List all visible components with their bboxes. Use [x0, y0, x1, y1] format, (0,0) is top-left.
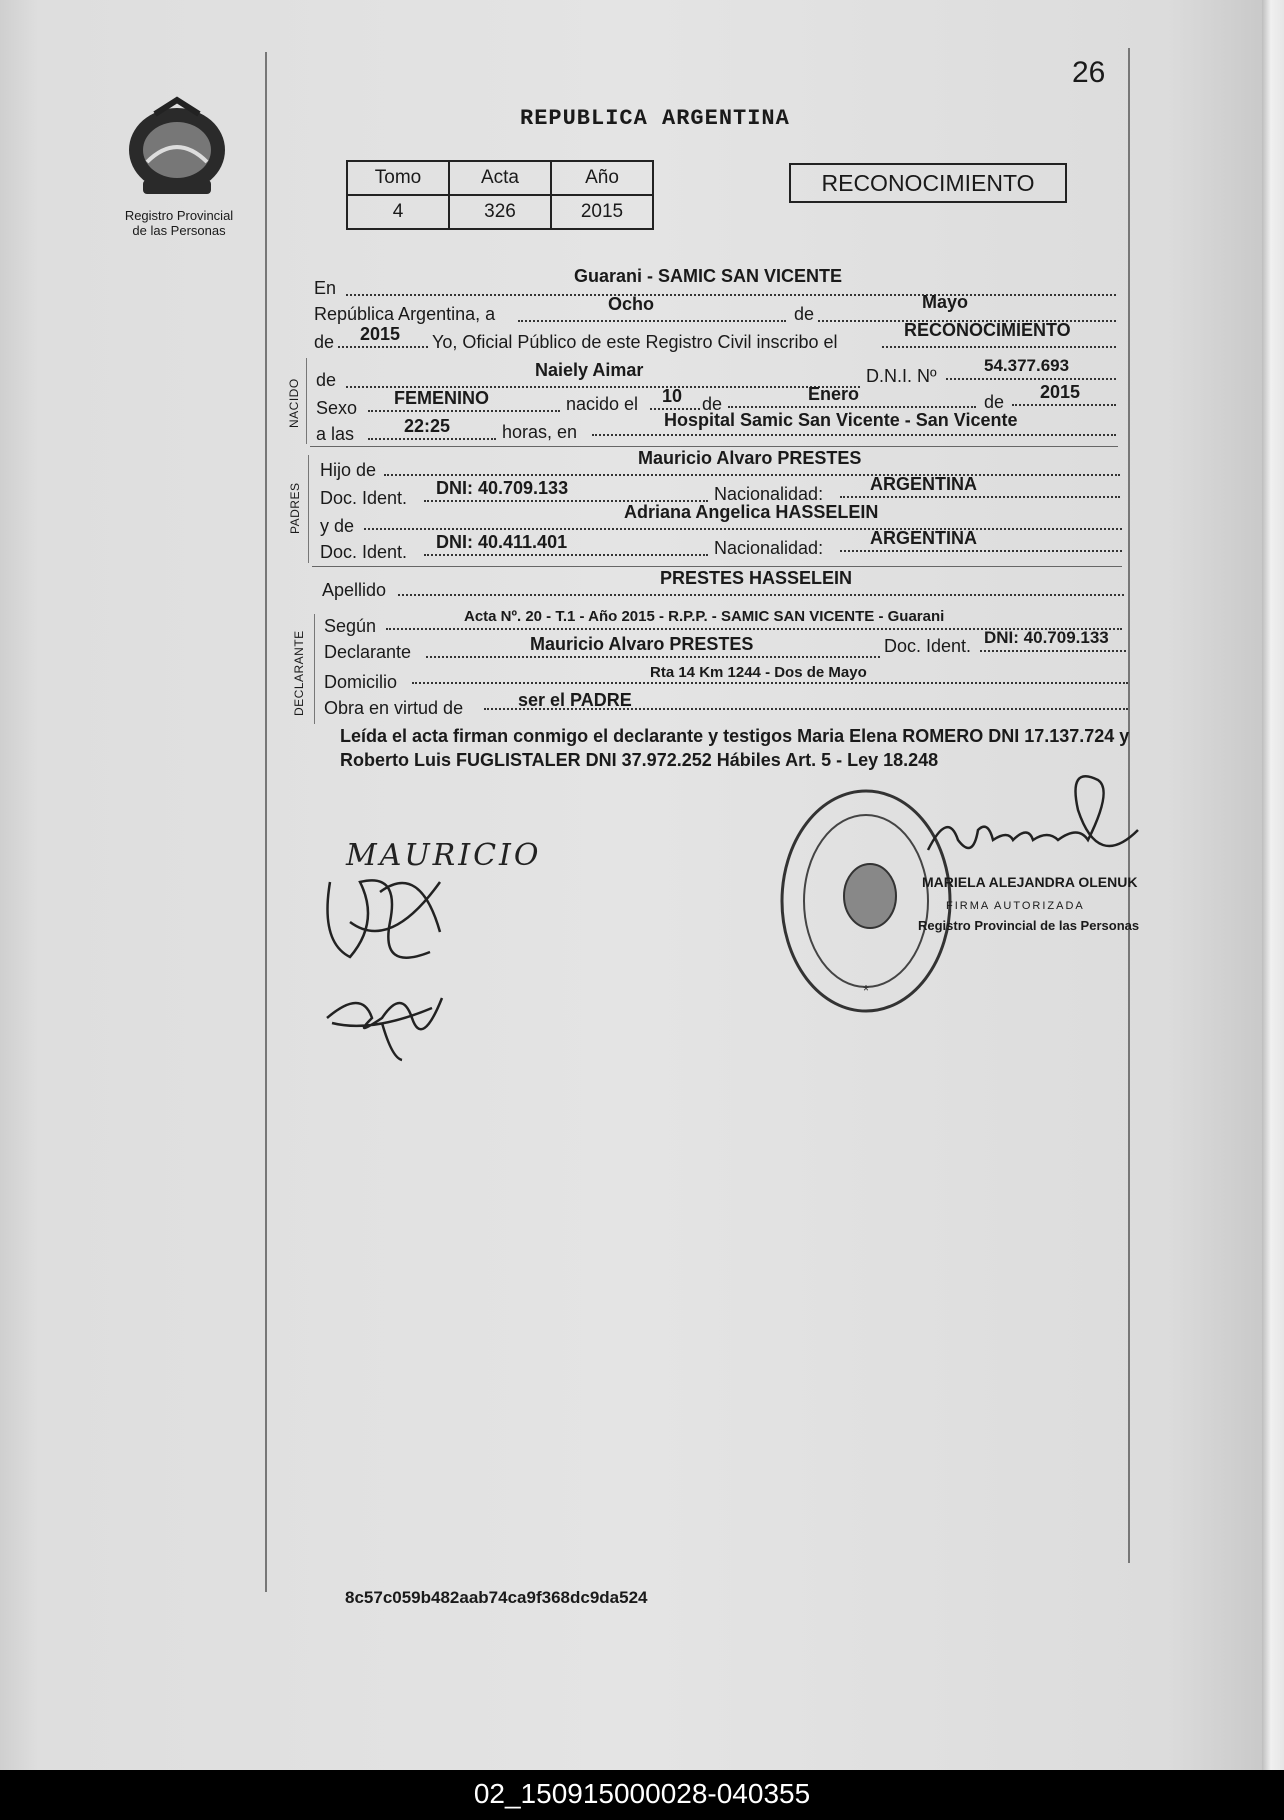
dotted-line — [364, 528, 1122, 530]
body-label-en: En — [314, 278, 337, 298]
nacido-bracket — [306, 358, 307, 444]
declarante-name: Mauricio Alvaro PRESTES — [530, 634, 754, 654]
nacido-label-alas: a las — [316, 424, 355, 444]
padres-doc2: DNI: 40.411.401 — [436, 532, 568, 552]
dotted-line — [424, 554, 708, 556]
dotted-line — [1012, 404, 1116, 406]
declarante-doc: DNI: 40.709.133 — [984, 628, 1109, 647]
nacido-label-de1: de — [702, 394, 723, 414]
registry-table — [346, 160, 654, 230]
padres-doc1: DNI: 40.709.133 — [436, 478, 569, 498]
dotted-line — [368, 438, 496, 440]
registry-header-ano: Año — [551, 161, 653, 195]
body-text-oficial: Yo, Oficial Público de este Registro Civil inscribo el — [432, 332, 838, 352]
left-margin-line — [265, 52, 267, 1592]
dotted-line — [346, 294, 1116, 296]
nacido-section-label: NACIDO — [287, 378, 301, 428]
body-act-value: RECONOCIMIENTO — [904, 320, 1071, 340]
section-divider — [310, 446, 1118, 447]
registry-table-header-row — [347, 161, 653, 195]
padres-label-nac2: Nacionalidad: — [714, 538, 824, 558]
nacido-label-de2: de — [984, 392, 1005, 412]
official-org: Registro Provincial de las Personas — [918, 918, 1140, 933]
dotted-line — [840, 550, 1122, 552]
dotted-line — [398, 594, 1124, 596]
dotted-line — [368, 410, 560, 412]
body-label-de-year: de — [314, 332, 335, 352]
official-signature — [918, 770, 1148, 880]
dotted-line — [338, 346, 428, 348]
padres-father: Mauricio Alvaro PRESTES — [638, 448, 862, 468]
declarante-label-obra: Obra en virtud de — [324, 698, 464, 718]
document-hash: 8c57c059b482aab74ca9f368dc9da524 — [345, 1588, 648, 1607]
declarante-label-segun: Según — [324, 616, 377, 636]
registry-value-acta: 326 — [449, 195, 551, 229]
padres-label-doc2: Doc. Ident. — [320, 542, 408, 562]
official-name: MARIELA ALEJANDRA OLENUK — [922, 874, 1138, 890]
padres-bracket — [308, 455, 309, 563]
nacido-name: Naiely Aimar — [535, 360, 644, 380]
declarante-label-dom: Domicilio — [324, 672, 398, 692]
nacido-label-nacido: nacido el — [566, 394, 639, 414]
declarante-dom: Rta 14 Km 1244 - Dos de Mayo — [650, 664, 867, 681]
nacido-label-de: de — [316, 370, 337, 390]
padres-mother: Adriana Angelica HASSELEIN — [624, 502, 879, 522]
declarante-section-label: DECLARANTE — [292, 630, 306, 716]
nacido-day: 10 — [662, 386, 683, 406]
declarante-label-doc: Doc. Ident. — [884, 636, 972, 656]
section-divider — [312, 566, 1122, 567]
body-label-de: de — [794, 304, 815, 324]
declarante-label-decl: Declarante — [324, 642, 412, 662]
body-label-republica: República Argentina, a — [314, 304, 496, 324]
nacido-label-sexo: Sexo — [316, 398, 358, 418]
registry-header-acta: Acta — [449, 161, 551, 195]
declarante-bracket — [314, 614, 315, 724]
registry-value-tomo: 4 — [347, 195, 449, 229]
declarante-segun: Acta Nº. 20 - T.1 - Año 2015 - R.P.P. - SAMIC SAN VICENTE - Guarani — [464, 608, 945, 625]
padres-label-yde: y de — [320, 516, 355, 536]
declarante-obra: ser el PADRE — [518, 690, 632, 710]
body-month: Mayo — [922, 292, 969, 312]
registry-value-ano: 2015 — [551, 195, 653, 229]
dotted-line — [426, 656, 880, 658]
provincial-logo — [125, 92, 235, 202]
footer-id-bar: 02_150915000028-040355 — [0, 1770, 1284, 1820]
dotted-line — [946, 378, 1116, 380]
dotted-line — [592, 434, 1116, 436]
handwritten-name: MAURICIO — [346, 838, 542, 873]
dotted-line — [980, 650, 1126, 652]
registry-header-tomo: Tomo — [347, 161, 449, 195]
nacido-month: Enero — [808, 384, 860, 404]
nacido-sexo: FEMENINO — [394, 388, 490, 408]
padres-label-hijo: Hijo de — [320, 460, 377, 480]
registry-table-value-row — [347, 195, 653, 229]
nacido-time: 22:25 — [404, 416, 451, 436]
act-type-box: RECONOCIMIENTO — [789, 163, 1067, 203]
dotted-line — [728, 406, 976, 408]
closing-statement: Leída el acta firman conmigo el declarante y testigos Maria Elena ROMERO DNI 17.137.724 y Roberto Luis FUGLISTALER DNI 37.972.252 Hábiles Art. 5 - Ley 18.248 — [340, 726, 1130, 770]
logo-caption-line1: Registro Provincial — [124, 208, 234, 223]
dotted-line — [412, 682, 1128, 684]
body-year: 2015 — [360, 324, 401, 344]
dotted-line — [518, 320, 786, 322]
apellido-label: Apellido — [322, 580, 387, 600]
apellido-value: PRESTES HASSELEIN — [660, 568, 853, 588]
nacido-place: Hospital Samic San Vicente - San Vicente — [664, 410, 1018, 430]
body-place: Guarani - SAMIC SAN VICENTE — [574, 266, 843, 286]
svg-text:*: * — [862, 983, 870, 1000]
padres-nac1: ARGENTINA — [870, 474, 977, 494]
dotted-line — [384, 474, 1120, 476]
nacido-label-horas: horas, en — [502, 422, 578, 442]
nacido-year: 2015 — [1040, 382, 1081, 402]
declarant-signature — [320, 862, 460, 982]
logo-caption-line2: de las Personas — [132, 223, 226, 238]
official-title: FIRMA AUTORIZADA — [946, 900, 1085, 912]
nacido-dni: 54.377.693 — [984, 356, 1070, 375]
padres-section-label: PADRES — [288, 482, 302, 534]
page-number: 26 — [1072, 56, 1106, 89]
padres-label-doc1: Doc. Ident. — [320, 488, 408, 508]
page-edge — [1262, 0, 1284, 1770]
dotted-line — [840, 496, 1120, 498]
padres-nac2: ARGENTINA — [870, 528, 977, 548]
witness-signature — [322, 978, 462, 1068]
document-heading: REPUBLICA ARGENTINA — [520, 106, 790, 131]
dotted-line — [882, 346, 1116, 348]
nacido-label-dni: D.N.I. Nº — [866, 366, 937, 386]
body-day: Ocho — [608, 294, 655, 314]
padres-label-nac1: Nacionalidad: — [714, 484, 824, 504]
logo-caption — [104, 208, 254, 238]
